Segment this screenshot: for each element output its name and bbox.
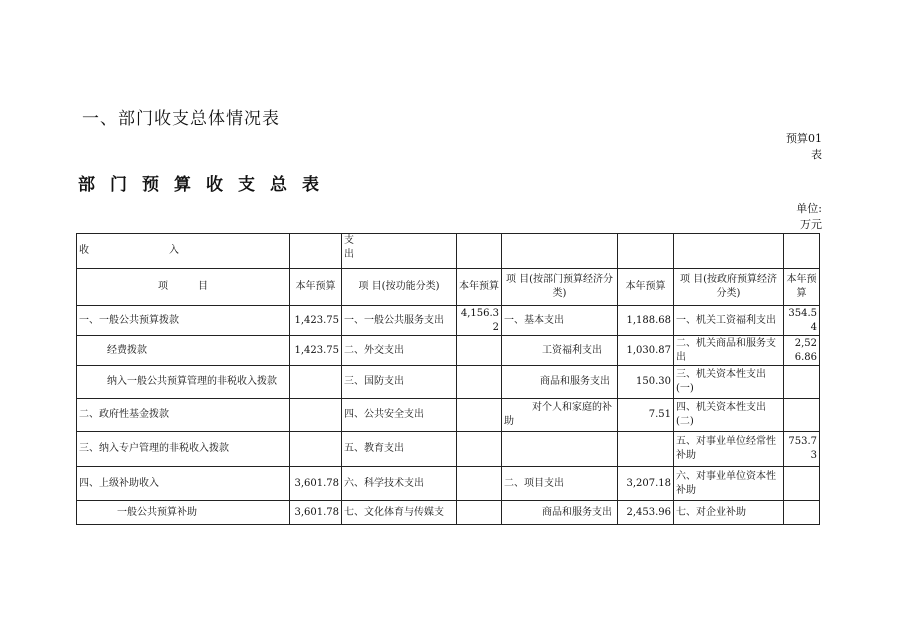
gov-amount [784,366,820,399]
income-item: 二、政府性基金拨款 [77,399,290,432]
dept-amount: 7.51 [618,399,674,432]
table-row [77,399,820,432]
dept-amount: 1,188.68 [618,306,674,336]
dept-amount: 150.30 [618,366,674,399]
income-amount [290,399,342,432]
func-amount: 4,156.32 [457,306,502,336]
income-amount: 3,601.78 [290,467,342,501]
func-item: 五、教育支出 [342,432,457,467]
func-amount [457,336,502,366]
column-header-row [77,269,820,306]
func-amount [457,467,502,501]
gov-amount: 354.54 [784,306,820,336]
form-number-line2: 表 [811,148,822,161]
table-row [77,306,820,336]
income-group-header: 收 入 [77,234,290,269]
form-number [762,131,822,163]
expense-group-header: 支 出 [342,234,457,269]
income-item-header: 项 目 [77,269,290,306]
func-amount-header: 本年预算 [457,269,502,306]
gov-amount [784,467,820,501]
gov-amount: 2,526.86 [784,336,820,366]
income-item: 经费拨款 [77,336,290,366]
unit-label-line1: 单位: [796,202,822,215]
dept-item: 一、基本支出 [502,306,618,336]
gov-amount-header: 本年预算 [784,269,820,306]
dept-amount: 2,453.96 [618,501,674,525]
section-title: 一、部门收支总体情况表 [82,109,280,129]
dept-amount [618,432,674,467]
gov-item: 六、对事业单位资本性补助 [674,467,784,501]
income-amount: 3,601.78 [290,501,342,525]
form-number-line1: 预算01 [786,132,822,145]
func-item: 四、公共安全支出 [342,399,457,432]
dept-item [502,432,618,467]
table-row [77,366,820,399]
income-amount [290,432,342,467]
gov-amount: 753.73 [784,432,820,467]
income-item: 纳入一般公共预算管理的非税收入拨款 [77,366,290,399]
gov-amount [784,399,820,432]
unit-label [762,201,822,233]
func-item: 二、外交支出 [342,336,457,366]
gov-item: 三、机关资本性支出(一) [674,366,784,399]
gov-amount [784,501,820,525]
dept-item: 商品和服务支出 [502,366,618,399]
dept-item: 商品和服务支出 [502,501,618,525]
dept-amount: 1,030.87 [618,336,674,366]
gov-item: 二、机关商品和服务支出 [674,336,784,366]
func-amount [457,399,502,432]
document-title: 部门预算收支总表 [78,175,334,195]
table-row [77,467,820,501]
income-item: 一、一般公共预算拨款 [77,306,290,336]
table-row [77,336,820,366]
income-item: 一般公共预算补助 [77,501,290,525]
dept-item: 工资福利支出 [502,336,618,366]
func-amount [457,432,502,467]
income-amount [290,366,342,399]
func-item-header: 项 目(按功能分类) [342,269,457,306]
dept-amount-header: 本年预算 [618,269,674,306]
gov-item-header: 项 目(按政府预算经济分类) [674,269,784,306]
dept-item: 二、项目支出 [502,467,618,501]
income-item: 四、上级补助收入 [77,467,290,501]
dept-item: 对个人和家庭的补助 [502,399,618,432]
dept-item-header: 项 目(按部门预算经济分类) [502,269,618,306]
table-row [77,432,820,467]
func-item: 一、一般公共服务支出 [342,306,457,336]
func-amount [457,501,502,525]
func-item: 六、科学技术支出 [342,467,457,501]
income-amount: 1,423.75 [290,336,342,366]
func-item: 三、国防支出 [342,366,457,399]
func-item: 七、文化体育与传媒支 [342,501,457,525]
group-header-row [77,234,820,269]
table-row [77,501,820,525]
income-amount: 1,423.75 [290,306,342,336]
gov-item: 五、对事业单位经常性补助 [674,432,784,467]
unit-label-line2: 万元 [800,218,822,231]
gov-item: 一、机关工资福利支出 [674,306,784,336]
gov-item: 七、对企业补助 [674,501,784,525]
income-amount-header: 本年预算 [290,269,342,306]
budget-summary-table [76,233,820,525]
gov-item: 四、机关资本性支出(二) [674,399,784,432]
dept-amount: 3,207.18 [618,467,674,501]
func-amount [457,366,502,399]
income-item: 三、纳入专户管理的非税收入拨款 [77,432,290,467]
